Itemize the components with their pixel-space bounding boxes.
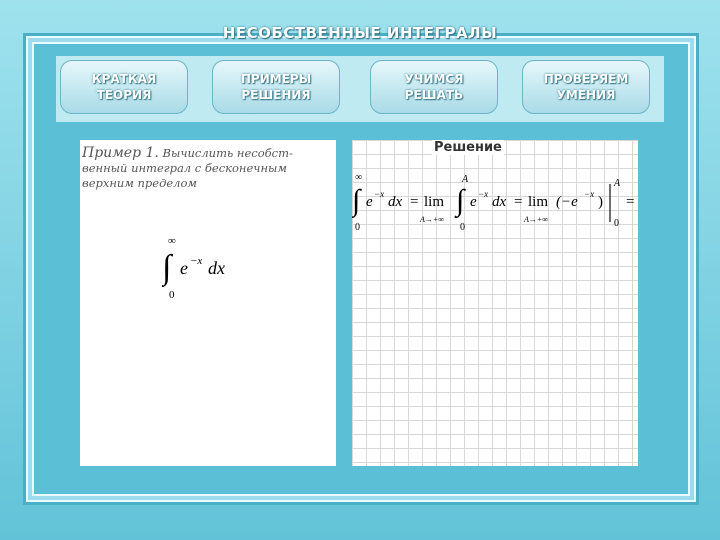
integral-sign: ∫ [456,184,465,217]
upper-limit-a: A [462,174,469,185]
integral-sign: ∫ [352,184,361,217]
solution-label: Решение [434,140,502,155]
lower-limit: 0 [169,289,175,301]
examples-button[interactable]: ПРИМЕРЫ РЕШЕНИЯ [212,60,340,114]
content-area [80,140,638,466]
upper-limit: ∞ [355,172,363,183]
exponent: −x [190,255,203,267]
solution-formula [352,170,638,240]
integrand: e [470,194,477,210]
integral-sign: ∫ [162,249,172,286]
upper-limit: ∞ [168,235,176,247]
limit-text: lim [424,194,445,210]
example-panel [80,140,336,466]
page-title: НЕСОБСТВЕННЫЕ ИНТЕГРАЛЫ [222,24,498,42]
integral-formula [162,232,262,302]
differential: dx [208,258,225,278]
lower-limit: 0 [355,222,360,233]
limit-text: lim [528,194,549,210]
limit-subscript: A→+∞ [420,215,444,224]
exponent: −x [478,189,489,199]
exponent: −x [374,189,385,199]
lower-limit: 0 [460,222,465,233]
example-text [82,146,334,191]
antiderivative-close: ) [598,194,603,210]
theory-button[interactable]: КРАТКАЯ ТЕОРИЯ [60,60,188,114]
panel-divider [336,140,352,466]
example-label: Пример 1. [82,145,159,161]
integrand: e [366,194,373,210]
exponent: −x [584,189,595,199]
differential: dx [388,194,403,210]
solution-panel [352,140,638,466]
integrand: e [180,258,188,278]
limit-subscript: A→+∞ [524,215,548,224]
example-statement: Вычислить несобст-венный интеграл с бесконечным верхним пределом [82,146,293,190]
upper-limit-a: A [614,178,621,189]
nav-bar [56,56,664,122]
lower-limit: 0 [614,218,619,229]
differential: dx [492,194,507,210]
equals-sign: = [626,194,635,210]
learn-button[interactable]: УЧИМСЯ РЕШАТЬ [370,60,498,114]
antiderivative: (−e [556,194,578,210]
equals-sign: = [410,194,419,210]
check-button[interactable]: ПРОВЕРЯЕМ УМЕНИЯ [522,60,650,114]
equals-sign: = [514,194,523,210]
